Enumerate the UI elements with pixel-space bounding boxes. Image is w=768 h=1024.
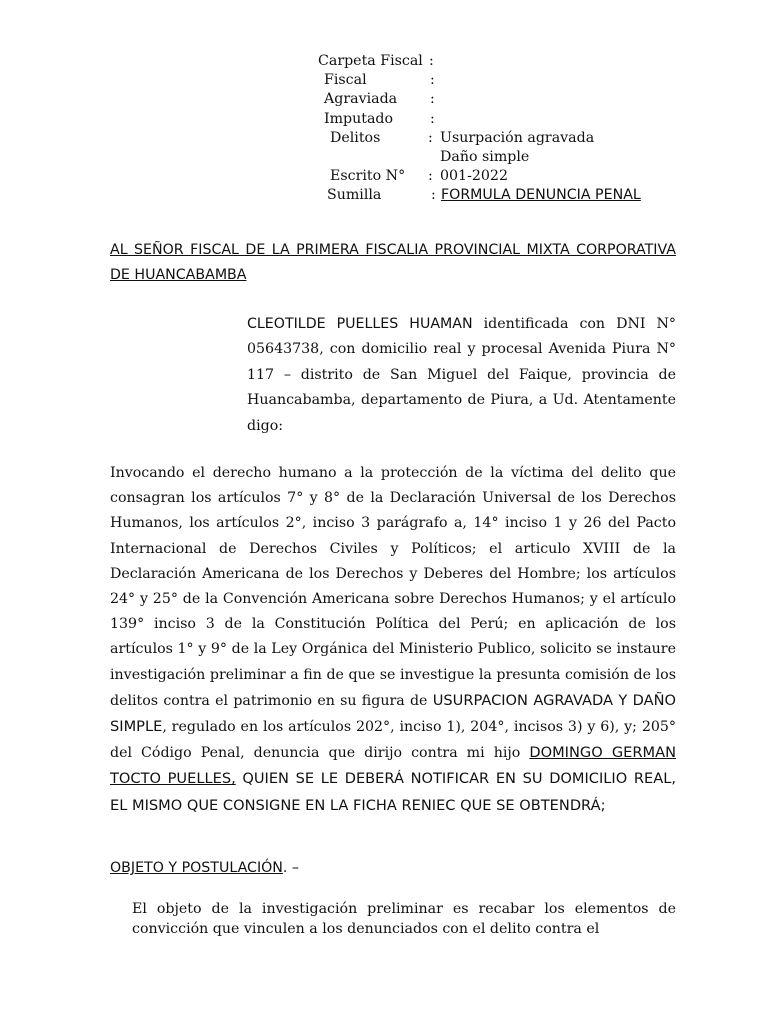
meta-sep: : [428,168,433,185]
section-title: OBJETO Y POSTULACIÓN [110,860,283,876]
meta-sep: : [428,129,433,146]
meta-value: Daño simple [440,149,530,166]
meta-row-fiscal [318,71,641,90]
section-suffix: . – [282,860,300,876]
notification-clause: QUIEN SE LE DEBERÁ NOTIFICAR EN SU DOMICILIO REAL, EL MISMO QUE CONSIGNE EN LA FICHA RENIEC QUE SE OBTENDRÁ; [110,770,676,814]
meta-value: 001-2022 [440,168,508,185]
meta-sep: : [429,53,434,69]
meta-key: Carpeta Fiscal [318,53,423,69]
main-paragraph [110,461,676,819]
meta-row-sumilla [318,186,641,205]
crime-name: USURPACION AGRAVADA Y DAÑO SIMPLE [110,691,677,736]
meta-row-delitos-2 [318,148,641,167]
meta-row-escrito [318,167,641,186]
meta-key: Imputado [324,110,394,127]
meta-row-imputado [318,110,641,129]
intro-text: identificada con DNI N° 05643738, con domicilio real y procesal Avenida Piura N° 117 – distrito de San Miguel del Faique, provincia de Huancabamba, departamento de Piura, a Ud. Atentamente digo: [247,316,676,434]
paragraph-part-1: Invocando el derecho humano a la protección de la víctima del delito que consagran los artículos 7° y 8° de la Declaración Universal de los Derechos Humanos, los artículos 2°, inciso 3 parágrafo a, 14° inciso 1 y 26 del Pacto Internacional de Derechos Civiles y Políticos; el articulo XVIII de la Declaración Americana de los Derechos y Deberes del Hombre; los artículos 24° y 25° de la Convención Americana sobre Derechos Humanos; y el artículo 139° inciso 3 de la Constitución Política del Perú; en aplicación de los artículos 1° y 9° de la Ley Orgánica del Ministerio Publico, solicito se instaure investigación preliminar a fin de que se investigue la presunta comisión de los delitos contra el patrimonio en su figura de [110,465,676,709]
meta-key: Escrito N° [330,168,406,185]
addressee-heading: AL SEÑOR FISCAL DE LA PRIMERA FISCALIA PROVINCIAL MIXTA CORPORATIVA DE HUANCABAMBA [110,242,676,283]
meta-row-carpeta [318,52,641,71]
section-heading [110,860,299,876]
case-metadata [318,52,641,206]
intro-paragraph [247,312,676,439]
meta-value: Usurpación agravada [440,129,595,146]
complainant-name: CLEOTILDE PUELLES HUAMAN [247,316,473,332]
meta-key: Sumilla [327,187,382,204]
meta-sep: : [431,187,436,204]
meta-row-delitos [318,129,641,148]
meta-key: Delitos [330,129,381,146]
meta-sep: : [430,110,435,127]
meta-row-agraviada [318,90,641,109]
paragraph-part-2: , regulado en los artículos 202°, inciso 1), 204°, incisos 3) y 6), y; 205° del Código Penal, denuncia que dirijo contra mi hijo [110,719,676,762]
meta-value-sumilla: FORMULA DENUNCIA PENAL [441,187,641,204]
meta-sep: : [430,91,435,108]
object-paragraph: El objeto de la investigación preliminar es recabar los elementos de convicción que vinculen a los denunciados con el delito contra el [132,901,676,937]
meta-sep: : [430,72,435,89]
accused-name: DOMINGO GERMAN TOCTO PUELLES, [110,744,676,788]
meta-key: Fiscal [324,72,367,89]
meta-key: Agraviada [324,91,398,108]
